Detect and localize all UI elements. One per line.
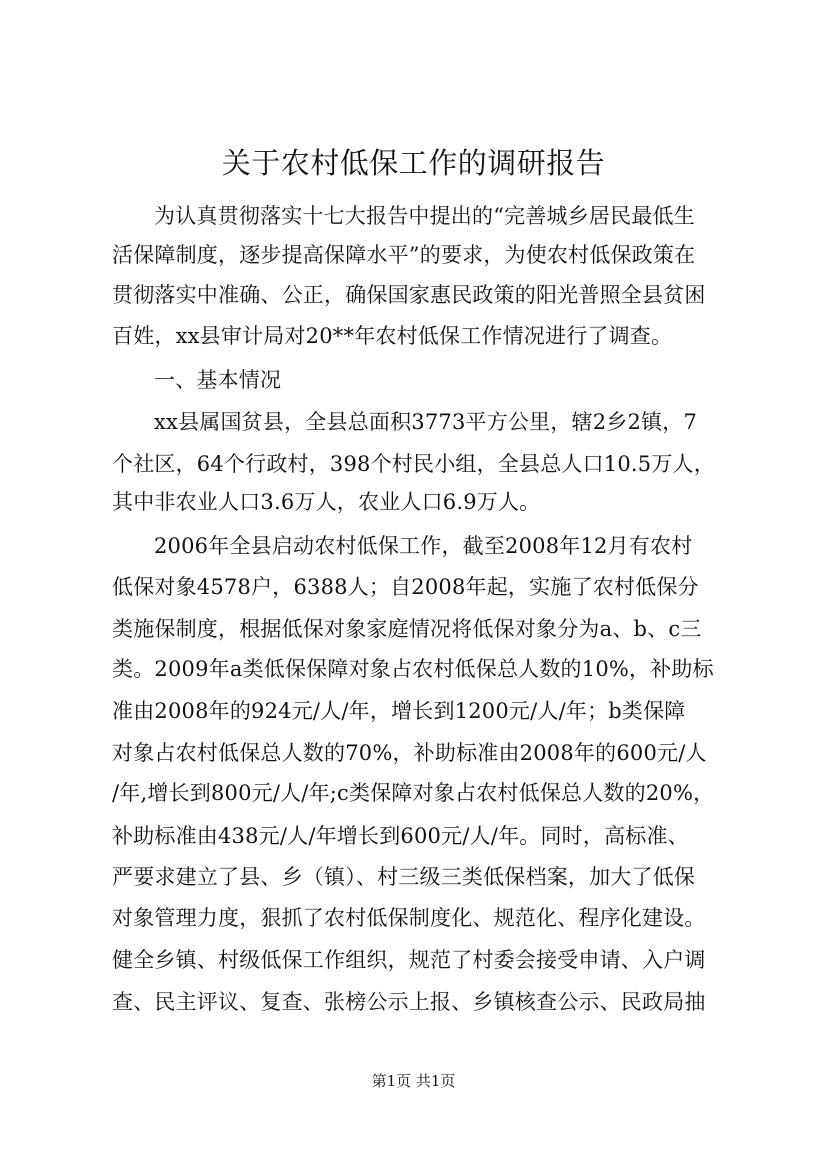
paragraph-line: 活保障制度，逐步提高保障水平”的要求，为使农村低保政策在 bbox=[112, 243, 696, 267]
paragraph-line: 低保对象4578户，6388人；自2008年起，实施了农村低保分 bbox=[112, 575, 699, 599]
paragraph-line: 其中非农业人口3.6万人，农业人口6.9万人。 bbox=[112, 490, 541, 514]
page-footer: 第1页 共1页 bbox=[371, 1072, 456, 1090]
paragraph-line: 2006年全县启动农村低保工作，截至2008年12月有农村 bbox=[154, 534, 693, 558]
paragraph-line: 对象占农村低保总人数的70%，补助标准由2008年的600元/人 bbox=[112, 741, 707, 765]
paragraph-line: 严要求建立了县、乡（镇）、村三级三类低保档案，加大了低保 bbox=[112, 865, 696, 889]
section-heading: 一、基本情况 bbox=[154, 368, 282, 392]
paragraph-line: /年,增长到800元/人/年;c类保障对象占农村低保总人数的20%， bbox=[112, 781, 715, 805]
paragraph-line: 补助标准由438元/人/年增长到600元/人/年。同时，高标准、 bbox=[112, 824, 689, 848]
paragraph-line: 类施保制度，根据低保对象家庭情况将低保对象分为a、b、c三 bbox=[112, 617, 702, 641]
paragraph-line: 准由2008年的924元/人/年，增长到1200元/人/年；b类保障 bbox=[112, 699, 686, 723]
paragraph-line: 百姓，xx县审计局对20**年农村低保工作情况进行了调查。 bbox=[112, 324, 673, 348]
paragraph-line: 贯彻落实中准确、公正，确保国家惠民政策的阳光普照全县贫困 bbox=[112, 283, 706, 307]
paragraph-line: 为认真贯彻落实十七大报告中提出的“完善城乡居民最低生 bbox=[154, 204, 695, 228]
paragraph-line: xx县属国贫县，全县总面积3773平方公里，辖2乡2镇，7 bbox=[154, 410, 698, 434]
paragraph-line: 健全乡镇、村级低保工作组织，规范了村委会接受申请、入户调 bbox=[112, 948, 706, 972]
paragraph-line: 对象管理力度，狠抓了农村低保制度化、规范化、程序化建设。 bbox=[112, 906, 706, 930]
document-title: 关于农村低保工作的调研报告 bbox=[221, 146, 606, 180]
paragraph-line: 个社区，64个行政村，398个村民小组，全县总人口10.5万人， bbox=[112, 452, 715, 476]
paragraph-line: 类。2009年a类低保保障对象占农村低保总人数的10%，补助标 bbox=[112, 657, 714, 681]
paragraph-line: 查、民主评议、复查、张榜公示上报、乡镇核查公示、民政局抽 bbox=[112, 990, 706, 1014]
